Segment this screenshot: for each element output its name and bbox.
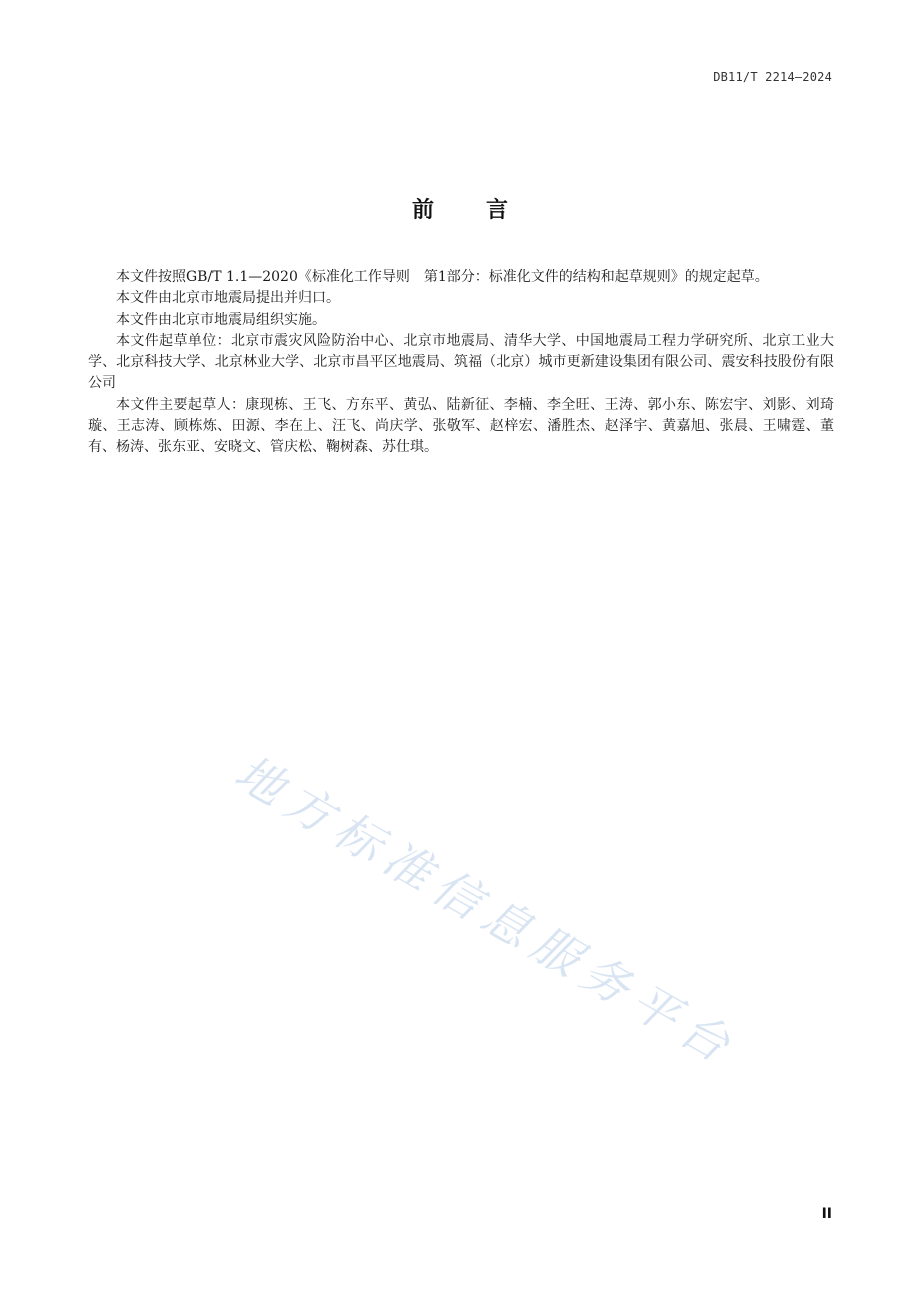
section-title: 前言 — [411, 198, 560, 223]
watermark: 地方标准信息服务平台 — [225, 745, 747, 1078]
paragraph-drafters: 本文件主要起草人：康现栋、王飞、方东平、黄弘、陆新征、李楠、李全旺、王涛、郭小东、陈宏宇、刘影、刘琦璇、王志涛、顾栋炼、田源、李在上、汪飞、尚庆学、张敬军、赵梓宏、潘胜杰、赵泽宇、黄嘉旭、张晨、王啸霆、董有、杨涛、张东亚、安晓文、管庆松、鞠树森、苏仕琪。 — [88, 396, 834, 456]
paragraph-drafting-rules: 本文件按照GB/T 1.1—2020《标准化工作导则 第1部分：标准化文件的结构和起草规则》的规定起草。 — [116, 269, 769, 285]
paragraph-implementer: 本文件由北京市地震局组织实施。 — [116, 311, 326, 328]
paragraph-drafting-units: 本文件起草单位：北京市震灾风险防治中心、北京市地震局、清华大学、中国地震局工程力学研究所、北京工业大学、北京科技大学、北京林业大学、北京市昌平区地震局、筑福（北京）城市更新建设集团有限公司、震安科技股份有限公司 — [88, 332, 834, 392]
document-code: DB11/T 2214—2024 — [713, 70, 832, 84]
page-number: II — [821, 1206, 832, 1222]
paragraph-proposer: 本文件由北京市地震局提出并归口。 — [116, 290, 340, 307]
foreword-body — [88, 267, 834, 459]
